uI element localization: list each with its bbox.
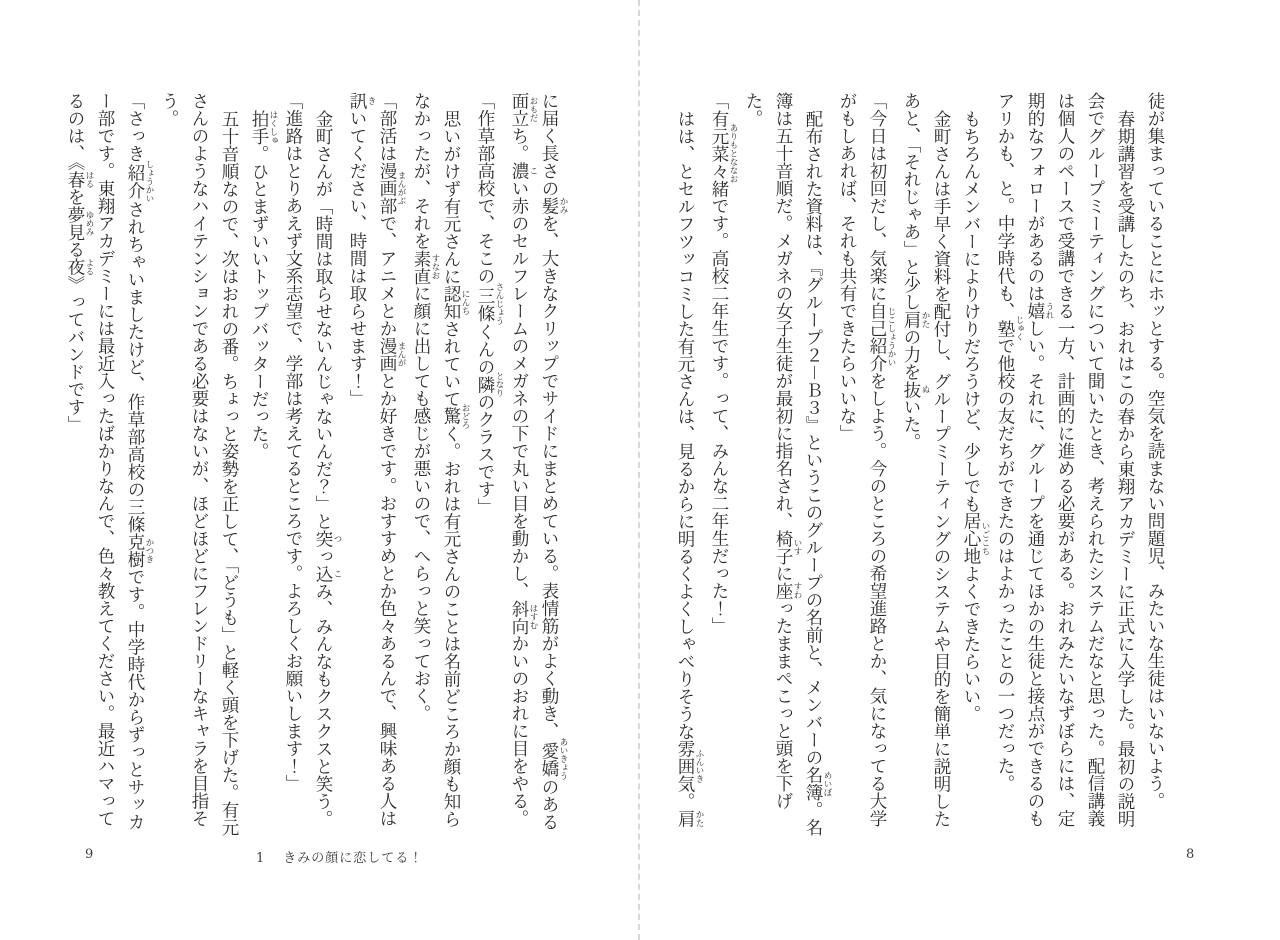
center-page-divider — [638, 0, 640, 940]
chapter-number: 1 — [256, 851, 266, 866]
page-right-text — [670, 92, 1170, 838]
chapter-title: きみの顔に恋してる！ — [283, 851, 424, 866]
paragraph: 「今日は初回だし、気楽に自己紹介 じこしょうかいをしよう。今のところの希望進路とか、気になってる大学がもしあれば、それも共有できたらいいな」 — [837, 92, 896, 827]
paragraph: はは、とセルフツッコミした有元さんは、見るからに明るくよくしゃべりそうな雰囲気 ふんいき。肩 かた — [675, 109, 704, 827]
paragraph: もちろんメンバーによりけりだろうけど、少しでも居心地 いごこちよくできたらいい。 — [961, 109, 990, 722]
chapter-footer — [256, 847, 423, 866]
paragraph: 五十音順なので、次はおれの番。ちょっと姿勢を正して、「どうも」と軽く頭を下げた。有元さんのようなハイテンションである必要はないが、ほどほどにフレンドリーなキャラを目指そう。 — [159, 92, 239, 836]
paragraph: 金町さんが「時間は取らせないんじゃないんだ？」と突 つっ込 こみ、みんなもクスクスと笑う。 — [313, 109, 342, 827]
page-number-left: 9 — [85, 847, 94, 862]
paragraph: 「部活は漫画部 まんがぶで、アニメとか漫画 まんがとか好きです。おすすめとか色々あるんで、興味ある人は訊 きいてください、時間は取らせます！」 — [347, 92, 406, 827]
paragraph: 「作草部高校で、そこの三條 さんじょうくんの隣 となりのクラスです」 — [475, 92, 504, 516]
paragraph: 金町さんは手早く資料を配付し、グループミーティングのシステムや目的を簡単に説明したあと、「それじゃあ」と少し肩 かたの力を抜 ぬいた。 — [901, 92, 951, 827]
paragraph: 配布された資料は、『グループ２－Ｂ３』というこのグループの名前と、メンバーの名簿 めいぼ。名簿は五十音順だ。メガネの女子生徒が最初に指名され、椅子 いすに座 すわったままぺこっと頭を下げた。 — [743, 92, 832, 836]
paragraph: 「有元菜々緒 ありもとななおです。高校二年生です。って、みんな二年生だった！」 — [709, 92, 738, 635]
paragraph: 「さっき紹介 しょうかいされちゃいましたけど、作草部高校の三條克樹 かつきです。中学時代からずっとサッカー部です。東翔アカデミーには最近入ったばかりなんで、色々教えてください。最近ハマってるのは、《春 はるを夢見 ゆめみる夜 よる》ってバンドです」 — [65, 92, 154, 831]
paragraph: に届く長さの髪 かみを、大きなクリップでサイドにまとめている。表情筋がよく動き、愛嬌 あいきょうのある面立 おもだち。濃 こい赤のセルフレームのメガネの下で丸い目を動かし、斜向 はすむかいのおれに目をやる。 — [509, 92, 568, 831]
paragraph: 「進路はとりあえず文系志望で、学部は考えてるところです。よろしくお願いします！」 — [283, 92, 303, 792]
paragraph: 拍手 はくしゅ。ひとまずいいトップバッターだった。 — [249, 109, 278, 460]
page-number-right: 8 — [1186, 847, 1195, 862]
paragraph: 春期講習を受講したのち、おれはこの春から東翔アカデミーに正式に入学した。最初の説明会でグループミーティングについて聞いたとき、考えられたシステムだなと思った。配信講義は個人のペースで受講できる一方、計画的に進める必要がある。おれみたいなずぼらには、定期的なフォローがあるのは嬉 うれしい。それに、グループを通じてほかの生徒と接点ができるのもアリかも、と。中学時代も、塾 じゅくで他校の友だちができたのはよかったことの一つだった。 — [995, 92, 1135, 827]
paragraph: 徒が集まっていることにホッとする。空気を読まない問題児、みたいな生徒はいないよう。 — [1145, 92, 1165, 810]
page-left-text — [60, 92, 568, 838]
paragraph: 思いがけず有元さんに認知 にんちされていて驚 おどろく。おれは有元さんのことは名前どころか顔も知らなかったが、それを素直 すなおに顔に出しても感じが悪いので、へらっと笑っておく。 — [411, 92, 470, 827]
